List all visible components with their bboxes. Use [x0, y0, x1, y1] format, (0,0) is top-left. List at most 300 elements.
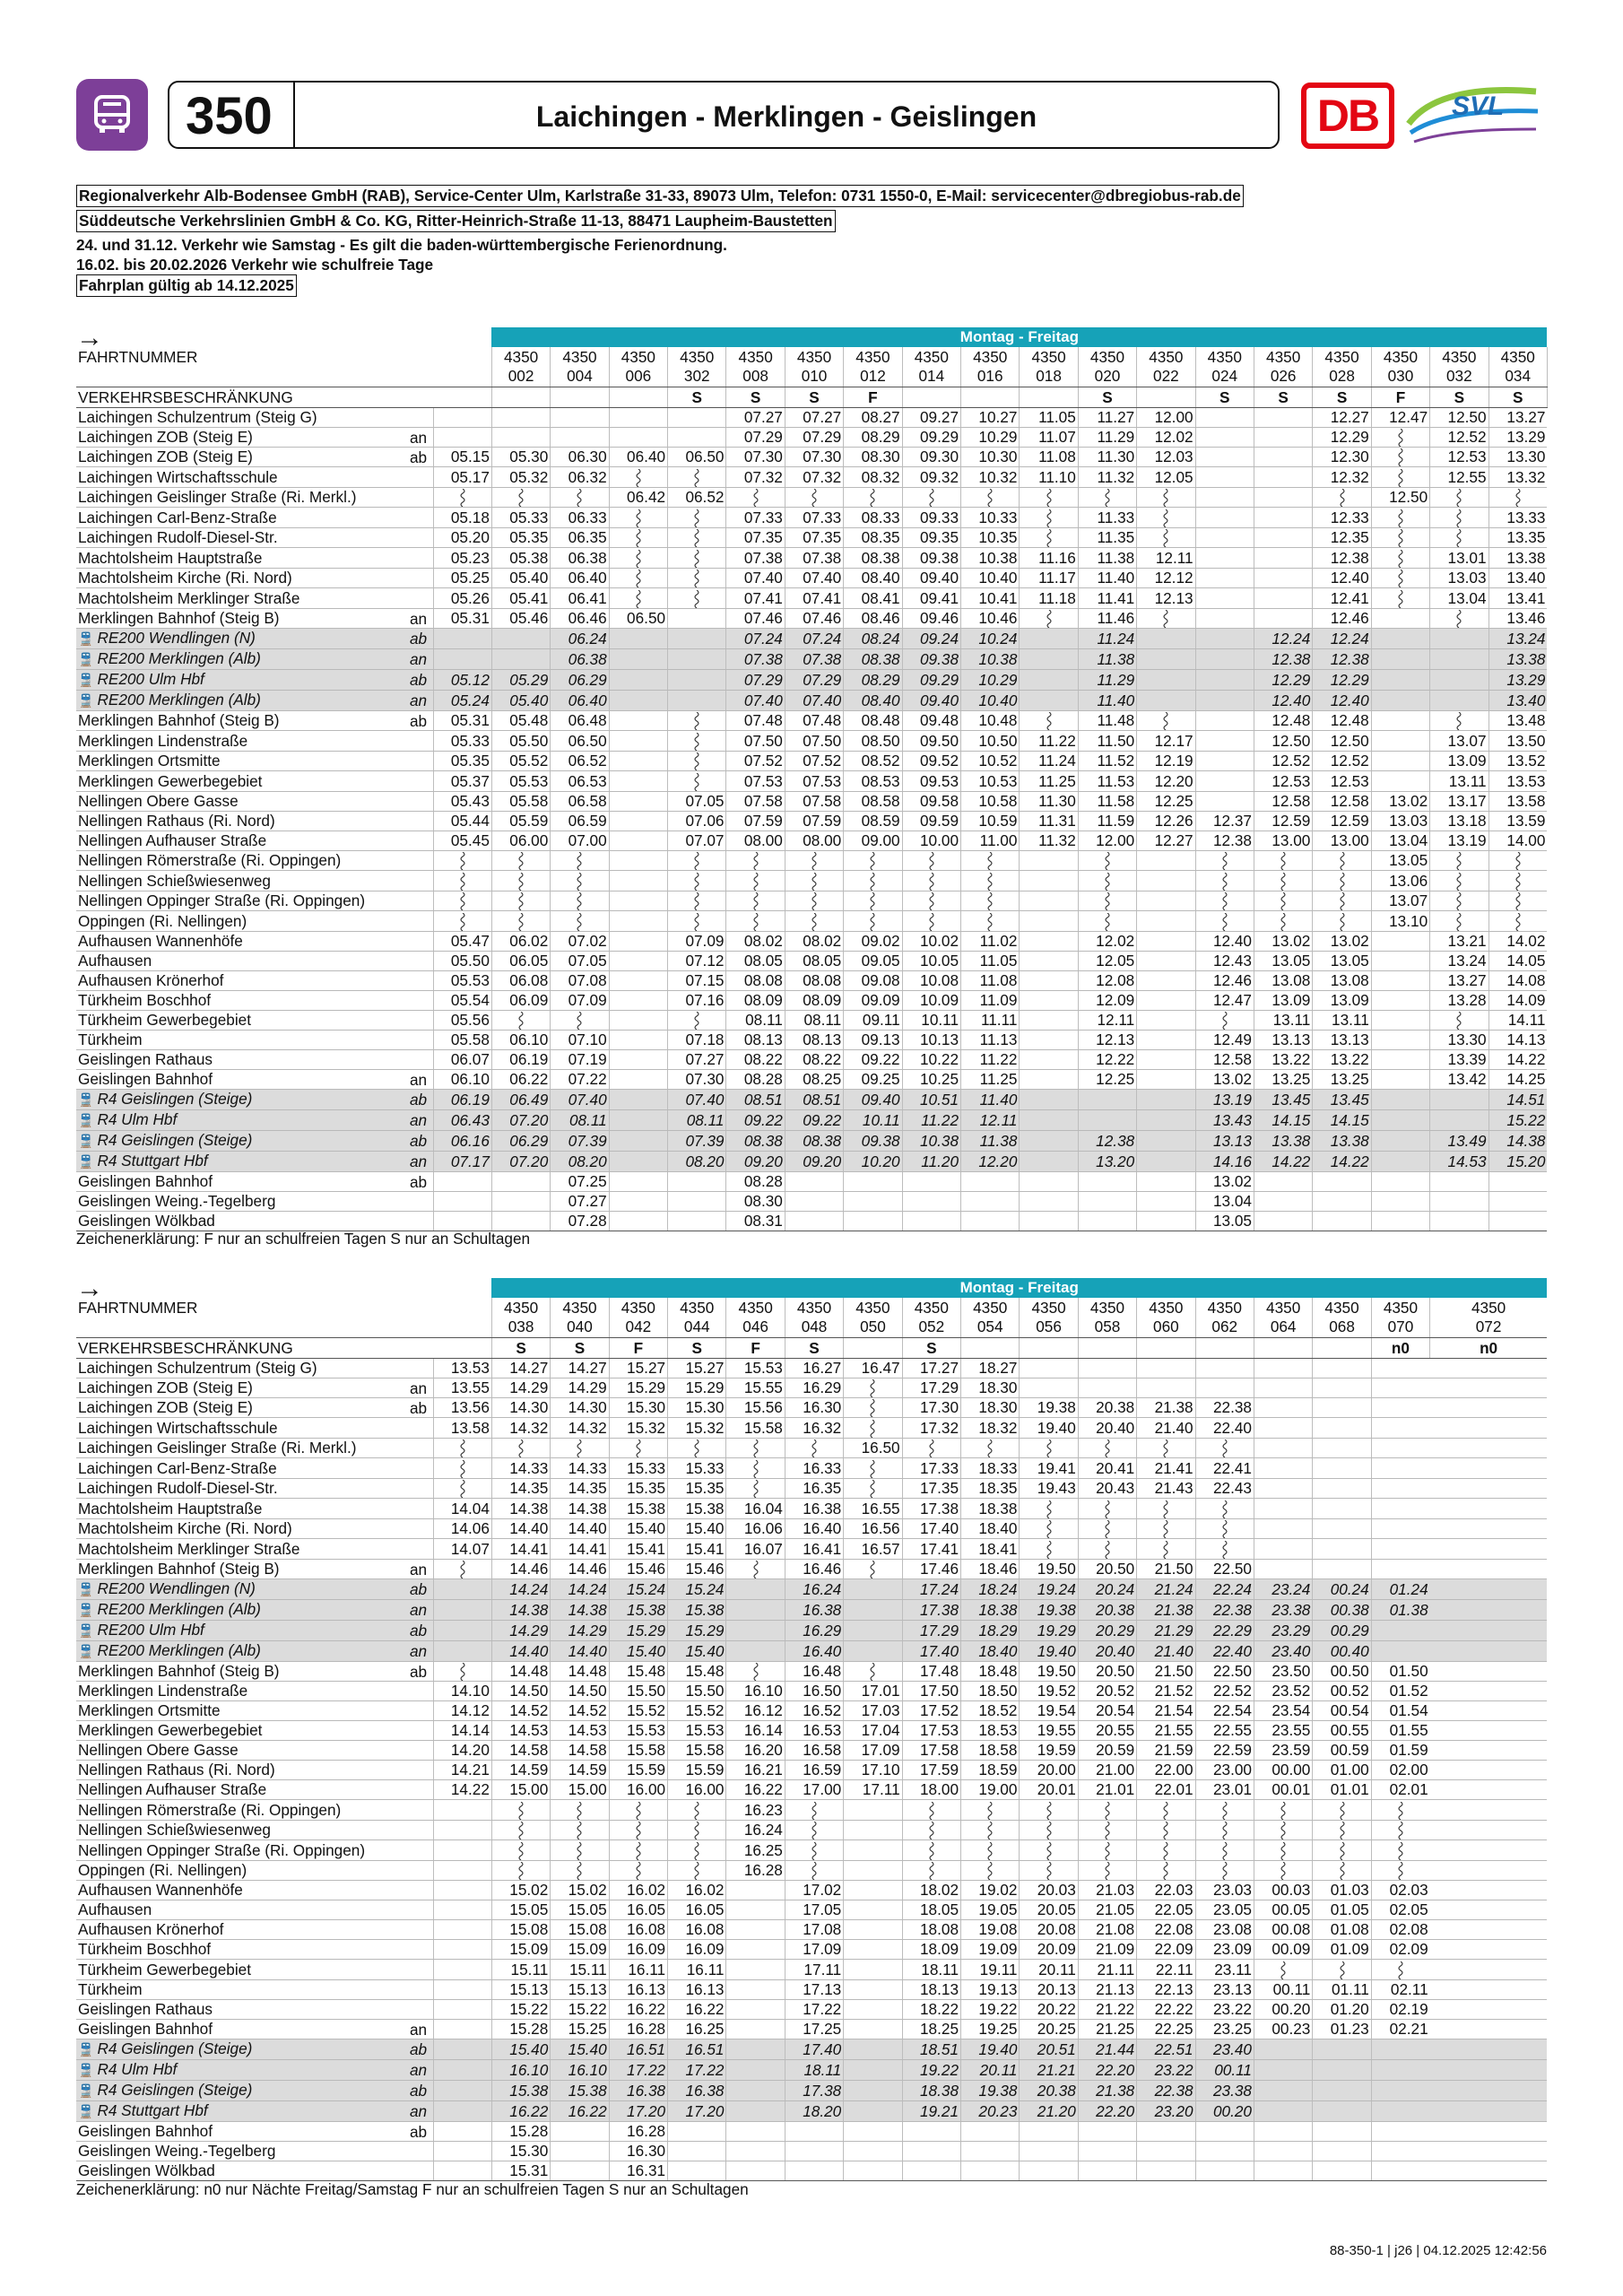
time-cell: 15.59: [609, 1761, 667, 1780]
time-cell: 13.45: [1313, 1090, 1371, 1110]
time-cell: 06.30: [551, 447, 609, 466]
time-cell: 12.41: [1313, 588, 1371, 608]
time-cell: [726, 2039, 785, 2059]
stop-name: Laichingen Geislinger Straße (Ri. Merkl.): [76, 487, 433, 507]
restriction-code: [551, 387, 609, 407]
time-cell: 10.38: [902, 1131, 960, 1152]
pass-through-icon: [1454, 529, 1463, 547]
time-cell: [1254, 1358, 1312, 1378]
time-cell: [1254, 1458, 1312, 1478]
pass-through-icon: [751, 1439, 760, 1457]
time-cell: [844, 1881, 902, 1900]
time-cell: 14.08: [1488, 970, 1547, 990]
time-cell: [668, 1212, 726, 1231]
time-cell: 13.29: [1488, 427, 1547, 447]
time-cell: 21.54: [1137, 1701, 1195, 1721]
time-cell: 22.41: [1195, 1458, 1254, 1478]
time-cell: [668, 1010, 726, 1030]
time-cell: [844, 2121, 902, 2141]
time-cell: 08.22: [726, 1050, 785, 1070]
time-cell: [1137, 1860, 1195, 1880]
stop-row: [76, 871, 1547, 891]
pass-through-icon: [458, 913, 467, 931]
time-cell: [609, 850, 667, 870]
time-cell: [433, 891, 491, 910]
trip-prefix: 4350: [1254, 1298, 1312, 1318]
time-cell: 13.02: [1195, 1070, 1254, 1090]
time-cell: 10.00: [902, 831, 960, 850]
time-cell: [726, 1881, 785, 1900]
time-cell: [491, 487, 550, 507]
pass-through-icon: [634, 469, 643, 487]
stop-row: [76, 1378, 1547, 1397]
time-cell: 08.20: [551, 1152, 609, 1172]
time-cell: 14.20: [433, 1741, 491, 1761]
time-cell: 17.10: [844, 1761, 902, 1780]
time-cell: 17.09: [785, 1940, 843, 1960]
time-cell: 15.53: [609, 1721, 667, 1741]
time-cell: [491, 629, 550, 649]
time-cell: [609, 1800, 667, 1820]
time-cell: 06.10: [433, 1070, 491, 1090]
time-cell: [1078, 1539, 1136, 1559]
time-cell: [1371, 1397, 1429, 1417]
time-cell: [1020, 891, 1078, 910]
time-cell: 07.52: [785, 751, 843, 770]
time-cell: [1313, 1860, 1371, 1880]
time-cell: [1254, 1418, 1312, 1438]
stop-name: Laichingen Wirtschaftsschule: [76, 467, 433, 487]
time-cell: [844, 2161, 902, 2180]
time-cell: [1430, 1110, 1488, 1131]
time-cell: [902, 2121, 960, 2141]
time-cell: 15.32: [609, 1418, 667, 1438]
pass-through-icon: [692, 590, 701, 608]
time-cell: 17.03: [844, 1701, 902, 1721]
time-cell: [1137, 1518, 1195, 1538]
time-cell: [609, 467, 667, 487]
stop-row: [76, 629, 1547, 649]
stop-name: 🚆 R4 Stuttgart Hbf an: [76, 1152, 433, 1172]
time-cell: 14.38: [491, 1600, 550, 1621]
time-cell: 06.08: [491, 970, 550, 990]
time-cell: [961, 1212, 1020, 1231]
time-cell: 05.52: [491, 751, 550, 770]
time-cell: 22.59: [1195, 1741, 1254, 1761]
time-cell: 07.16: [668, 990, 726, 1010]
time-cell: [726, 1979, 785, 1999]
pass-through-icon: [1103, 1842, 1112, 1860]
time-cell: 11.10: [1020, 467, 1078, 487]
time-cell: 13.33: [1488, 508, 1547, 527]
time-cell: 20.03: [1020, 1881, 1078, 1900]
pass-through-icon: [1161, 1862, 1170, 1880]
time-cell: 14.38: [491, 1499, 550, 1518]
time-cell: [1195, 487, 1254, 507]
line-box: [168, 81, 1280, 149]
time-cell: [1020, 1010, 1078, 1030]
stop-row: [76, 1478, 1547, 1498]
time-cell: 11.46: [1078, 608, 1136, 628]
time-cell: 12.29: [1313, 670, 1371, 691]
time-cell: 06.46: [551, 608, 609, 628]
time-cell: 08.13: [726, 1031, 785, 1050]
pass-through-icon: [751, 1480, 760, 1498]
restriction-code: [1020, 387, 1078, 407]
time-cell: [433, 1478, 491, 1498]
time-cell: [844, 1999, 902, 2019]
pass-through-icon: [458, 1663, 467, 1681]
time-cell: [844, 1458, 902, 1478]
time-cell: [433, 1559, 491, 1578]
time-cell: 07.41: [726, 588, 785, 608]
pass-through-icon: [1045, 610, 1054, 628]
time-cell: [609, 771, 667, 791]
time-cell: [1137, 1499, 1195, 1518]
trip-number-label: FAHRTNUMMER: [78, 1299, 198, 1317]
pass-through-icon: [927, 873, 936, 891]
time-cell: [1195, 427, 1254, 447]
time-cell: 12.25: [1137, 791, 1195, 811]
time-cell: [491, 871, 550, 891]
trip-prefix: 4350: [1020, 347, 1078, 367]
time-cell: 16.32: [785, 1418, 843, 1438]
time-cell: 10.32: [961, 467, 1020, 487]
time-cell: 11.27: [1078, 407, 1136, 427]
stop-row: [76, 1979, 1547, 1999]
time-cell: 13.21: [1430, 931, 1488, 951]
time-cell: 13.43: [1195, 1110, 1254, 1131]
time-cell: 17.08: [785, 1920, 843, 1940]
time-cell: 07.00: [551, 831, 609, 850]
stop-name: Merklingen Gewerbegebiet: [76, 771, 433, 791]
time-cell: 13.40: [1488, 568, 1547, 587]
pass-through-icon: [1220, 852, 1229, 870]
time-cell: [1488, 1212, 1547, 1231]
stop-row: [76, 1358, 1547, 1378]
time-cell: 16.38: [785, 1600, 843, 1621]
time-cell: 11.48: [1078, 711, 1136, 731]
trip-number: 006: [609, 367, 667, 387]
time-cell: 10.29: [961, 670, 1020, 691]
stop-name: 🚆 R4 Geislingen (Steige) ab: [76, 2039, 433, 2059]
time-cell: 10.27: [961, 407, 1020, 427]
time-cell: 08.09: [785, 990, 843, 1010]
time-cell: 15.53: [726, 1358, 785, 1378]
stop-name: Türkheim: [76, 1979, 433, 1999]
stop-row: [76, 527, 1547, 547]
time-cell: [1254, 1438, 1312, 1457]
time-cell: 14.13: [1488, 1031, 1547, 1050]
time-cell: [1371, 670, 1429, 691]
time-cell: [1020, 1212, 1078, 1231]
stop-row: [76, 1070, 1547, 1090]
time-cell: 18.24: [961, 1579, 1020, 1600]
time-cell: 05.23: [433, 548, 491, 568]
time-cell: 16.00: [668, 1780, 726, 1800]
train-icon: 🚆: [78, 673, 94, 688]
time-cell: [1371, 427, 1429, 447]
time-cell: 11.05: [1020, 407, 1078, 427]
pass-through-icon: [1396, 1822, 1405, 1839]
time-cell: 00.29: [1313, 1621, 1371, 1641]
time-cell: 10.25: [902, 1070, 960, 1090]
time-cell: [609, 1070, 667, 1090]
time-cell: 15.46: [668, 1559, 726, 1578]
time-cell: [609, 751, 667, 770]
stop-row: [76, 1458, 1547, 1478]
time-cell: [1195, 508, 1254, 527]
time-cell: 09.11: [844, 1010, 902, 1030]
arr-dep-label: ab: [410, 1173, 428, 1192]
time-cell: 08.08: [726, 970, 785, 990]
time-cell: [1371, 2039, 1429, 2059]
time-cell: [609, 891, 667, 910]
stop-name: 🚆 RE200 Ulm Hbf ab: [76, 1621, 433, 1641]
trip-number: 064: [1254, 1318, 1312, 1337]
pass-through-icon: [1220, 873, 1229, 891]
stop-row: [76, 1031, 1547, 1050]
time-cell: [1371, 508, 1429, 527]
time-cell: [551, 2121, 609, 2141]
pass-through-icon: [516, 1822, 525, 1839]
time-cell: 17.38: [902, 1600, 960, 1621]
time-cell: [785, 1192, 843, 1212]
time-cell: 12.11: [1137, 548, 1195, 568]
time-cell: [1195, 1800, 1254, 1820]
restriction-code: [1078, 1337, 1136, 1358]
time-cell: [1195, 649, 1254, 670]
stop-name: Oppingen (Ri. Nellingen): [76, 911, 433, 931]
time-cell: 02.09: [1371, 1940, 1429, 1960]
stop-name: 🚆 RE200 Merklingen (Alb) an: [76, 1641, 433, 1662]
time-cell: [1078, 1499, 1136, 1518]
time-cell: [902, 850, 960, 870]
pass-through-icon: [751, 892, 760, 910]
stop-row: [76, 1701, 1547, 1721]
time-cell: [1020, 1820, 1078, 1839]
time-cell: 11.08: [1020, 447, 1078, 466]
time-cell: [1195, 1820, 1254, 1839]
time-cell: 23.08: [1195, 1920, 1254, 1940]
trip-number: 048: [785, 1318, 843, 1337]
time-cell: [668, 467, 726, 487]
pass-through-icon: [1279, 1802, 1288, 1820]
time-cell: 14.53: [551, 1721, 609, 1741]
time-cell: 15.11: [491, 1960, 550, 1979]
stop-row: [76, 970, 1547, 990]
time-cell: [902, 2141, 960, 2161]
time-cell: [1488, 850, 1547, 870]
time-cell: [844, 1212, 902, 1231]
time-cell: 16.56: [844, 1518, 902, 1538]
time-cell: 16.20: [726, 1741, 785, 1761]
pass-through-icon: [868, 1460, 877, 1478]
time-cell: 19.55: [1020, 1721, 1078, 1741]
time-cell: 15.22: [551, 1999, 609, 2019]
time-cell: 11.29: [1078, 670, 1136, 691]
time-cell: 07.40: [668, 1090, 726, 1110]
stop-name: Geislingen Bahnhof an: [76, 1070, 433, 1090]
time-cell: 05.40: [491, 691, 550, 711]
time-cell: 05.31: [433, 608, 491, 628]
time-cell: [668, 2141, 726, 2161]
pass-through-icon: [458, 873, 467, 891]
time-cell: 21.25: [1078, 2019, 1136, 2039]
time-cell: [844, 2100, 902, 2121]
pass-through-icon: [1454, 712, 1463, 730]
time-cell: [609, 1212, 667, 1231]
time-cell: 09.25: [844, 1070, 902, 1090]
time-cell: 20.51: [1020, 2039, 1078, 2059]
pass-through-icon: [1045, 1822, 1054, 1839]
time-cell: 17.30: [902, 1397, 960, 1417]
stop-row: [76, 1960, 1547, 1979]
time-cell: 05.54: [433, 990, 491, 1010]
time-cell: [1020, 508, 1078, 527]
pass-through-icon: [1161, 509, 1170, 527]
time-cell: [1371, 629, 1429, 649]
time-cell: [1137, 527, 1195, 547]
time-cell: [1254, 1820, 1312, 1839]
time-cell: [433, 2019, 491, 2039]
time-cell: [1254, 1172, 1312, 1192]
time-cell: 20.50: [1078, 1559, 1136, 1578]
stop-row: [76, 1920, 1547, 1940]
time-cell: 14.29: [551, 1378, 609, 1397]
stop-row: [76, 447, 1547, 466]
time-cell: [1195, 1358, 1254, 1378]
time-cell: 07.38: [726, 548, 785, 568]
time-cell: [844, 1820, 902, 1839]
train-icon: 🚆: [78, 1092, 94, 1108]
time-cell: [1195, 407, 1254, 427]
stop-name: Geislingen Wölkbad: [76, 2161, 433, 2180]
time-cell: [1371, 1192, 1429, 1212]
time-cell: [844, 1840, 902, 1860]
stop-name: Nellingen Schießwiesenweg: [76, 871, 433, 891]
time-cell: 14.12: [433, 1701, 491, 1721]
time-cell: 10.40: [961, 568, 1020, 587]
pass-through-icon: [751, 1561, 760, 1578]
restriction-code: S: [668, 387, 726, 407]
time-cell: [1371, 1518, 1429, 1538]
time-cell: 12.03: [1137, 447, 1195, 466]
time-cell: [1137, 2141, 1195, 2161]
time-cell: 09.38: [902, 649, 960, 670]
time-cell: 14.46: [551, 1559, 609, 1578]
time-cell: 16.12: [726, 1701, 785, 1721]
time-cell: 08.31: [726, 1212, 785, 1231]
time-cell: 12.38: [1195, 831, 1254, 850]
time-cell: 06.09: [491, 990, 550, 1010]
time-cell: [844, 1960, 902, 1979]
time-cell: 20.01: [1020, 1780, 1078, 1800]
time-cell: [1371, 771, 1429, 791]
time-cell: 15.13: [491, 1979, 550, 1999]
time-cell: [785, 1212, 843, 1231]
time-cell: 01.20: [1313, 1999, 1371, 2019]
time-cell: [844, 1397, 902, 1417]
time-cell: 10.46: [961, 608, 1020, 628]
time-cell: [1313, 1397, 1371, 1417]
time-cell: [1313, 1358, 1371, 1378]
trip-number: 050: [844, 1318, 902, 1337]
time-cell: 14.50: [491, 1682, 550, 1701]
time-cell: 08.05: [726, 951, 785, 970]
trip-prefix: 4350: [1488, 347, 1547, 367]
time-cell: [902, 1840, 960, 1860]
restriction-code: S: [1195, 387, 1254, 407]
time-cell: [1430, 891, 1488, 910]
time-cell: 11.53: [1078, 771, 1136, 791]
time-cell: [961, 2121, 1020, 2141]
time-cell: 18.11: [902, 1960, 960, 1979]
time-cell: [1254, 1478, 1312, 1498]
time-cell: 13.05: [1313, 951, 1371, 970]
trip-number: 046: [726, 1318, 785, 1337]
time-cell: 08.30: [844, 447, 902, 466]
time-cell: [902, 2161, 960, 2180]
stop-name: Machtolsheim Kirche (Ri. Nord): [76, 568, 433, 587]
time-cell: [1371, 1820, 1429, 1839]
stop-row: [76, 1110, 1547, 1131]
time-cell: 13.35: [1488, 527, 1547, 547]
time-cell: 13.05: [1371, 850, 1429, 870]
time-cell: 15.48: [668, 1662, 726, 1682]
time-cell: [668, 711, 726, 731]
route-title: Laichingen - Merklingen - Geislingen: [535, 100, 1037, 133]
stop-name: Aufhausen: [76, 951, 433, 970]
time-cell: [1371, 711, 1429, 731]
time-cell: [1195, 711, 1254, 731]
time-cell: [1195, 1378, 1254, 1397]
time-cell: [491, 850, 550, 870]
time-cell: 12.11: [961, 1110, 1020, 1131]
pass-through-icon: [1454, 489, 1463, 507]
time-cell: 11.38: [1078, 548, 1136, 568]
pass-through-icon: [985, 852, 994, 870]
time-cell: 15.40: [491, 2039, 550, 2059]
time-cell: 07.33: [785, 508, 843, 527]
time-cell: 11.16: [1020, 548, 1078, 568]
stop-row: [76, 487, 1547, 507]
time-cell: 13.27: [1488, 407, 1547, 427]
time-cell: 07.59: [726, 811, 785, 831]
time-cell: 13.53: [433, 1358, 491, 1378]
time-cell: [844, 487, 902, 507]
time-cell: 21.41: [1137, 1458, 1195, 1478]
pass-through-icon: [868, 873, 877, 891]
time-cell: 21.44: [1078, 2039, 1136, 2059]
stop-name: 🚆 R4 Geislingen (Steige) ab: [76, 2080, 433, 2100]
time-cell: [1020, 629, 1078, 649]
time-cell: [1254, 407, 1312, 427]
time-cell: 12.48: [1313, 711, 1371, 731]
time-cell: 12.40: [1313, 691, 1371, 711]
time-cell: 22.05: [1137, 1900, 1195, 1920]
time-cell: 06.02: [491, 931, 550, 951]
time-cell: 14.58: [491, 1741, 550, 1761]
time-cell: 14.40: [551, 1518, 609, 1538]
trip-number: 004: [551, 367, 609, 387]
time-cell: 06.33: [551, 508, 609, 527]
time-cell: [433, 911, 491, 931]
time-cell: [1371, 931, 1429, 951]
stop-row: [76, 1600, 1547, 1621]
time-cell: [1313, 1820, 1371, 1839]
time-cell: [609, 831, 667, 850]
